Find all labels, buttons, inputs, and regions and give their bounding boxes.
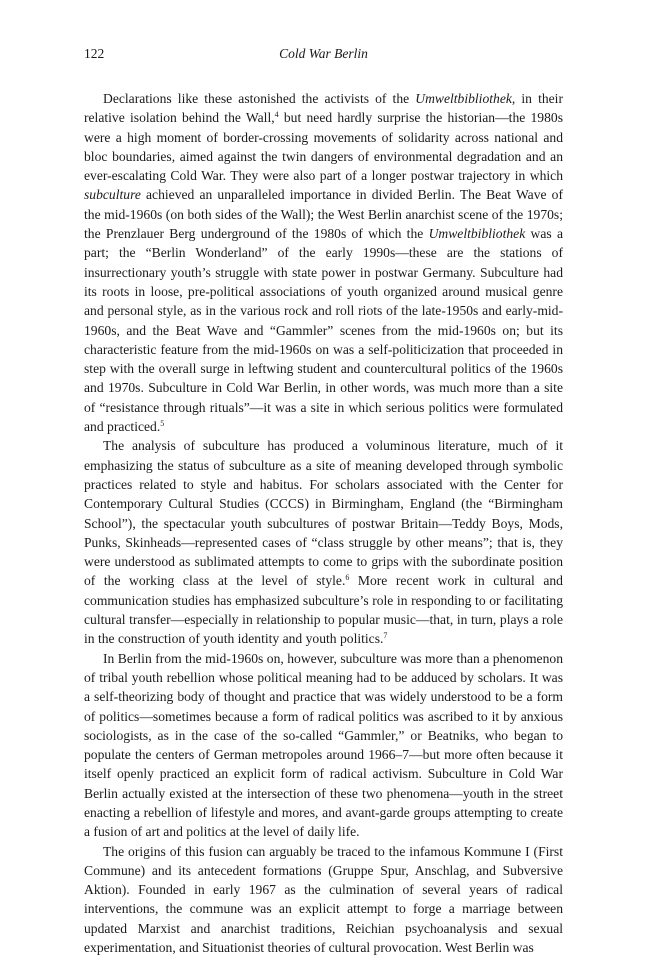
text-run: achieved an unparalleled importance in divided Berlin. The Beat Wave of the mid-1960s (on both sides of the Wall); the West Berlin anarchist scene of the 1970s; the Prenzlauer Berg underground of the 1980s of which the bbox=[84, 187, 563, 242]
italic-term: Umweltbibliothek bbox=[428, 226, 526, 242]
text-run: Declarations like these astonished the activists of the bbox=[103, 91, 416, 106]
running-head bbox=[84, 46, 563, 66]
footnote-ref: 5 bbox=[160, 419, 165, 429]
text-run: but need hardly surprise the historian—the 1980s were a high moment of border-crossing movements of solidarity across national and bloc boundaries, aimed against the twin dangers of environmental degradation and an ever-escalating Cold War. They were also part of a longer postwar trajectory in which bbox=[84, 110, 563, 184]
paragraph bbox=[84, 89, 563, 436]
page-number: 122 bbox=[84, 46, 105, 61]
footnote-ref: 7 bbox=[383, 631, 388, 641]
text-run: In Berlin from the mid-1960s on, however, subculture was more than a phenomenon of tribal youth rebellion whose political meaning had to be adduced by scholars. It was a self-theorizing body of thought and practice that was widely understood to be a form of politics—sometimes because a form of radical politics was ascribed to it by anxious sociologists, as in the case of the so-called “Gammler,” or Beatniks, who began to populate the centers of German metropoles around 1966–7—but more often because it itself openly practiced an explicit form of radical activism. Subculture in Cold War Berlin actually existed at the intersection of these two phenomena—youth in the street enacting a rebellion of lifestyle and mores, and avant-garde groups attempting to create a fusion of art and politics at the level of daily life. bbox=[84, 650, 563, 840]
paragraph bbox=[84, 436, 563, 648]
footnote-ref: 6 bbox=[345, 573, 350, 583]
body-text bbox=[84, 89, 563, 957]
text-run: The analysis of subculture has produced a voluminous literature, much of it emphasizing the status of subculture as a site of meaning developed through symbolic practices related to style and habitus. For scholars associated with the Center for Contemporary Cultural Studies (CCCS) in Birmingham, England (the “Birmingham School”), the spectacular youth subcultures of postwar Britain—Teddy Boys, Mods, Punks, Skinheads—represented cases of “class struggle by other means”; that is, they were understood as sublimated attempts to come to grips with the subordinate position of the working class at the level of style. bbox=[84, 438, 563, 589]
text-run: , in their relative isolation behind the Wall, bbox=[84, 91, 563, 126]
italic-term: subculture bbox=[84, 187, 141, 203]
italic-term: Umweltbibliothek bbox=[415, 91, 512, 106]
footnote-ref: 4 bbox=[274, 110, 279, 120]
paragraph bbox=[84, 842, 563, 958]
running-title: Cold War Berlin bbox=[279, 46, 368, 61]
text-run: was a part; the “Berlin Wonderland” of the early 1990s—these are the stations of insurrectionary youth’s struggle with state power in postwar Germany. Subculture had its roots in loose, pre-political associations of youth organized around musical genre and personal style, as in the various rock and roll riots of the late-1950s and early-mid-1960s, and the Beat Wave and “Gammler” scenes from the mid-1960s on; but its characteristic feature from the mid-1960s on was a self-politicization that proceeded in step with the overall surge in leftwing student and countercultural politics of the 1960s and 1970s. Subculture in Cold War Berlin, in other words, was much more than a site of “resistance through rituals”—it was a site in which serious politics were formulated and practiced. bbox=[84, 226, 563, 435]
paragraph bbox=[84, 649, 563, 842]
text-run: The origins of this fusion can arguably be traced to the infamous Kommune I (First Commune) and its antecedent formations (Gruppe Spur, Anschlag, and Subversive Aktion). Founded in early 1967 as the culmination of several years of radical interventions, the commune was an explicit attempt to forge a marriage between updated Marxist and anarchist traditions, Reichian psychoanalysis and sexual experimentation, and Situationist theories of cultural provocation. West Berlin was bbox=[84, 843, 563, 956]
text-run: More recent work in cultural and communication studies has emphasized subculture’s role in responding to or facilitating cultural transfer—especially in relationship to popular music—that, in turn, plays a role in the construction of youth identity and youth politics. bbox=[84, 573, 563, 647]
